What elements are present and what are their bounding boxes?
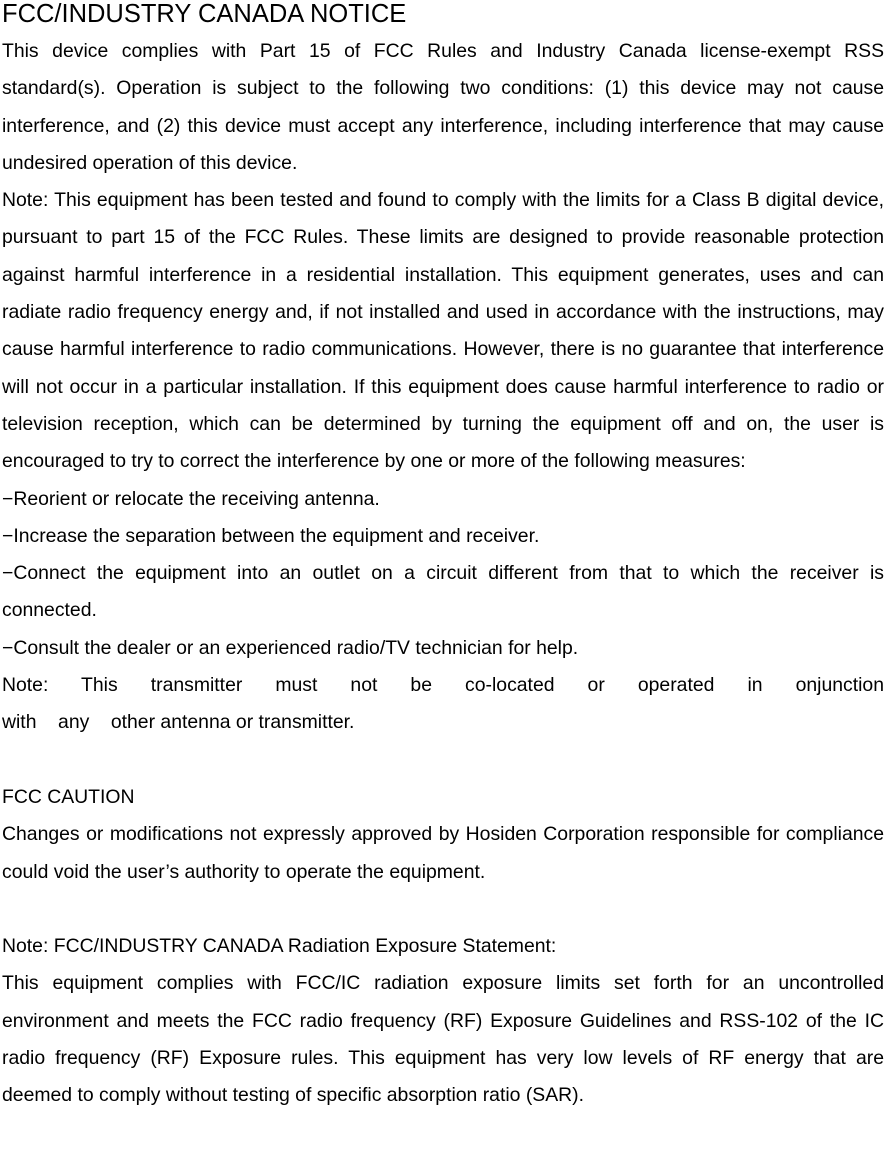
radiation-heading: Note: FCC/INDUSTRY CANADA Radiation Exposure Statement: [2, 935, 557, 958]
measure-item: −Reorient or relocate the receiving antenna. [2, 487, 380, 510]
measure-item: −Consult the dealer or an experienced radio/TV technician for help. [2, 636, 579, 659]
class-b-note-paragraph: Note: This equipment has been tested and found to comply with the limits for a Class B digital device, pursuant to part 15 of the FCC Rules. These limits are designed to provide reasonable protection against harmful interference in a residential installation. This equipment generates, uses and can radiate radio frequency energy and, if not installed and used in accordance with the instructions, may cause harmful interference to radio communications. However, there is no guarantee that interference will not occur in a particular installation. If this equipment does cause harmful interference to radio or television reception, which can be determined by turning the equipment off and on, the user is encouraged to try to correct the interference by one or more of the following measures: [2, 189, 884, 473]
radiation-paragraph: This equipment complies with FCC/IC radiation exposure limits set forth for an uncontrolled environment and meets the FCC radio frequency (RF) Exposure Guidelines and RSS-102 of the IC radio frequency (RF) Exposure rules. This equipment has very low levels of RF energy that are deemed to comply without testing of specific absorption ratio (SAR). [2, 972, 884, 1107]
section-spacer [2, 891, 884, 928]
document-page [2, 0, 884, 1115]
compliance-paragraph: This device complies with Part 15 of FCC Rules and Industry Canada license-exempt RSS standard(s). Operation is subject to the following two conditions: (1) this device may not cause interference, and (2) this device must accept any interference, including interference that may cause undesired operation of this device. [2, 40, 884, 174]
section-spacer [2, 742, 884, 779]
measure-item: −Increase the separation between the equipment and receiver. [2, 524, 540, 547]
transmitter-note-line-1: Note: This transmitter must not be co-located or operated in onjunction [2, 674, 884, 697]
measure-item: −Connect the equipment into an outlet on a circuit different from that to which the receiver is connected. [2, 562, 884, 622]
caution-paragraph: Changes or modifications not expressly approved by Hosiden Corporation responsible for compliance could void the user’s authority to operate the equipment. [2, 823, 884, 883]
notice-title: FCC/INDUSTRY CANADA NOTICE [2, 0, 407, 28]
caution-heading: FCC CAUTION [2, 785, 135, 808]
transmitter-note-line-2: with any other antenna or transmitter. [2, 711, 355, 734]
